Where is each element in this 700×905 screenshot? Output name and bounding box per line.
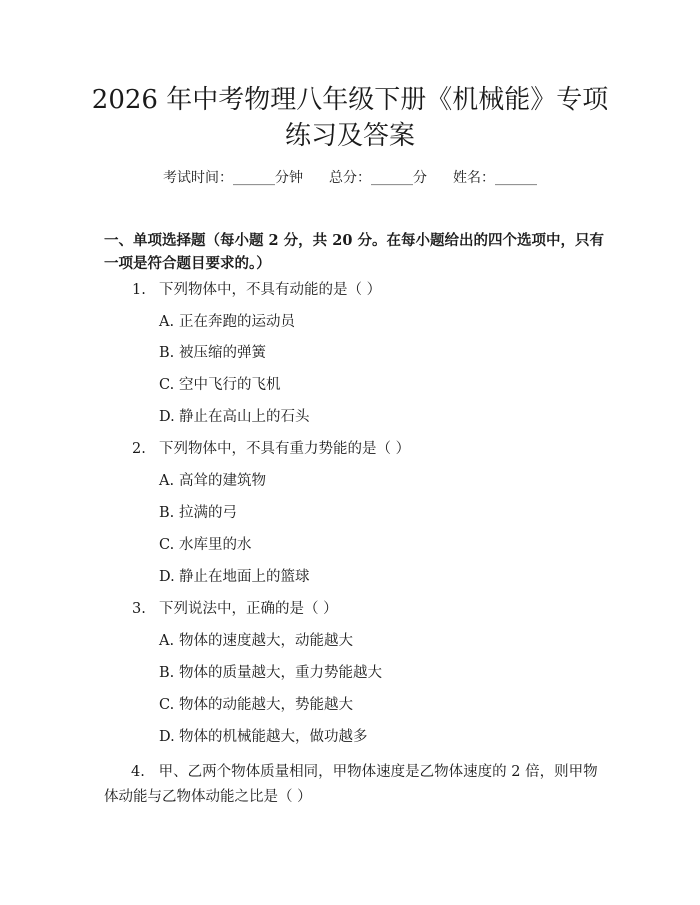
question-1-option-b (159, 342, 266, 364)
student-name-field: 姓名：______ (453, 170, 537, 186)
option-text: 物体的质量越大，重力势能越大 (179, 665, 382, 681)
option-text: 静止在高山上的石头 (179, 409, 310, 425)
option-text: 物体的动能越大，势能越大 (179, 697, 353, 713)
option-text: 拉满的弓 (179, 505, 237, 521)
option-text: 水库里的水 (179, 537, 252, 553)
question-1-option-d (159, 406, 310, 428)
exam-time-field: 考试时间：______分钟 (163, 170, 303, 186)
question-3 (132, 598, 338, 620)
question-number: 1. (132, 282, 146, 298)
question-3-option-a (159, 630, 353, 652)
option-text: 静止在地面上的篮球 (179, 569, 310, 585)
option-letter: B. (159, 665, 175, 681)
option-text: 物体的机械能越大，做功越多 (179, 729, 368, 745)
option-text: 高耸的建筑物 (179, 473, 266, 489)
question-number: 2. (132, 441, 146, 457)
question-stem: 下列物体中，不具有重力势能的是（ ） (159, 441, 411, 457)
question-2-option-d (159, 566, 310, 588)
option-text: 空中飞行的飞机 (179, 377, 281, 393)
question-1 (132, 279, 381, 301)
option-letter: C. (159, 697, 175, 713)
option-letter: D. (159, 569, 175, 585)
question-stem: 下列物体中，不具有动能的是（ ） (159, 282, 382, 298)
option-letter: C. (159, 537, 175, 553)
document-title-line-1: 2026 年中考物理八年级下册《机械能》专项 (91, 85, 609, 115)
exam-info (0, 168, 700, 188)
option-text: 被压缩的弹簧 (179, 345, 266, 361)
question-3-option-d (159, 726, 368, 748)
question-1-option-c (159, 374, 281, 396)
question-2-option-b (159, 502, 237, 524)
section-heading: 一、单项选择题（每小题 2 分，共 20 分。在每小题给出的四个选项中，只有一项是符合题目要求的。） (104, 232, 604, 272)
option-letter: D. (159, 729, 175, 745)
question-2 (132, 438, 410, 460)
option-letter: D. (159, 409, 175, 425)
question-2-option-a (159, 470, 266, 492)
question-stem: 甲、乙两个物体质量相同，甲物体速度是乙物体速度的 2 倍，则甲物体动能与乙物体动能之比是（ ） (104, 764, 598, 805)
question-3-option-b (159, 662, 382, 684)
option-letter: B. (159, 505, 175, 521)
question-stem: 下列说法中，正确的是（ ） (159, 601, 338, 617)
question-number: 3. (132, 601, 146, 617)
option-text: 正在奔跑的运动员 (179, 314, 295, 330)
option-letter: B. (159, 345, 175, 361)
total-score-field: 总分：______分 (329, 170, 427, 186)
question-2-option-c (159, 534, 252, 556)
option-letter: A. (159, 633, 175, 649)
question-number: 4. (131, 764, 145, 780)
question-3-option-c (159, 694, 353, 716)
question-4 (104, 760, 609, 810)
option-letter: A. (159, 473, 175, 489)
option-letter: C. (159, 377, 175, 393)
document-title-line-2: 练习及答案 (284, 121, 415, 151)
option-letter: A. (159, 314, 175, 330)
option-text: 物体的速度越大，动能越大 (179, 633, 353, 649)
question-1-option-a (159, 311, 295, 333)
